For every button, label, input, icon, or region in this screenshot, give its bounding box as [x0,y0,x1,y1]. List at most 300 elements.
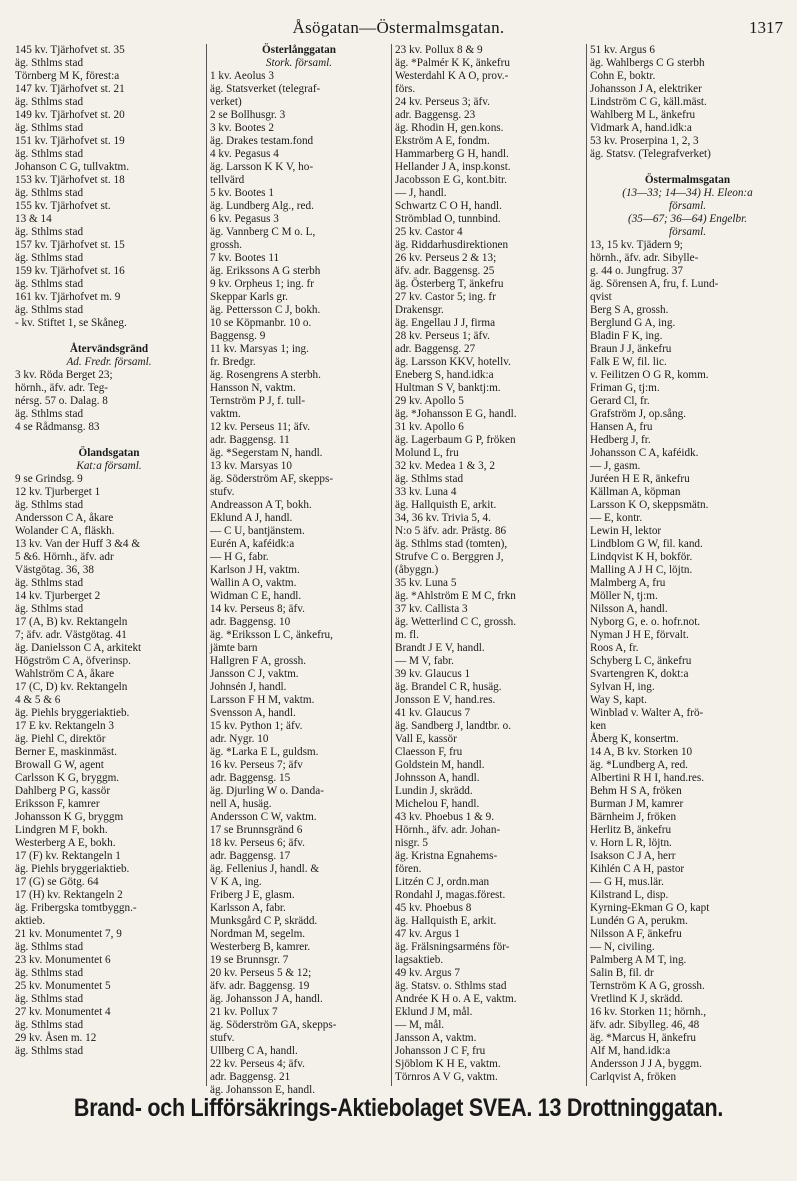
directory-line: 47 kv. Argus 1 [395,928,460,940]
directory-line: Karlsson A, fabr. [210,902,286,914]
directory-line: äg. Statsverket (telegraf- [210,83,321,95]
directory-line: äg. Wetterlind C C, grossh. [395,616,517,628]
directory-line: vaktm. [210,408,241,420]
directory-line: 31 kv. Apollo 6 [395,421,464,433]
directory-line: Eklund A J, handl. [210,512,293,524]
directory-line: Claesson F, fru [395,746,463,758]
directory-line: äg. Brandel C R, husäg. [395,681,502,693]
directory-line: - kv. Stiftet 1, se Skåneg. [15,317,127,329]
directory-line [15,330,203,343]
directory-line: 51 kv. Argus 6 [590,44,655,56]
directory-line: Kilstrand L, disp. [590,889,669,901]
directory-line: Westerdahl K A O, prov.- [395,70,509,82]
directory-line: v. Feilitzen O G R, komm. [590,369,709,381]
directory-line: nell A, husäg. [210,798,272,810]
page-header [0,10,797,40]
directory-line: Falk E W, fil. lic. [590,356,667,368]
directory-line: äg. *Marcus H, änkefru [590,1032,696,1044]
directory-line: äg. Lagerbaum G P, fröken [395,434,516,446]
directory-line: äg. Sthlms stad [15,577,84,589]
directory-line [590,161,785,174]
directory-line: 13, 15 kv. Tjädern 9; [590,239,683,251]
directory-line: Nyman J H E, förvalt. [590,629,689,641]
directory-line: 9 se Grindsg. 9 [15,473,83,485]
directory-line: äg. Erikssons A G sterbh [210,265,321,277]
directory-line: Andreasson A T, bokh. [210,499,312,511]
directory-line: äg. *Eriksson L C, änkefru, [210,629,333,641]
directory-line: Wahlberg M L, änkefru [590,109,696,121]
street-heading: Östermalmsgatan [644,174,731,186]
directory-line: Behm H S A, fröken [590,785,682,797]
directory-line: nérsg. 57 o. Dalag. 8 [15,395,108,407]
directory-line: Berner E, maskinmäst. [15,746,117,758]
directory-line: m. fl. [395,629,419,641]
directory-line: 17 (G) se Götg. 64 [15,876,99,888]
directory-line: Friberg J E, glasm. [210,889,295,901]
directory-line: 7; äfv. adr. Västgötag. 41 [15,629,127,641]
directory-line: Kihlén C A H, pastor [590,863,685,875]
directory-line: 23 kv. Monumentet 6 [15,954,111,966]
directory-line: äg. Sthlms stad [15,499,84,511]
parish-subheading: församl. [669,200,706,212]
directory-line: äg. Sthlms stad [15,278,84,290]
directory-line: Wallin A O, vaktm. [210,577,297,589]
directory-line: stufv. [210,486,235,498]
directory-line: Johansson K G, bryggm [15,811,124,823]
directory-line: äfv. adr. Baggensg. 25 [395,265,495,277]
directory-line: Hultman S V, banktj:m. [395,382,501,394]
directory-line: Sjöblom K H E, vaktm. [395,1058,501,1070]
directory-line: 4 & 5 & 6 [15,694,61,706]
directory-line: verket) [210,96,242,108]
directory-line: äg. Sthlms stad [15,122,84,134]
directory-line: stufv. [210,1032,235,1044]
directory-line: Svartengren K, dokt:a [590,668,689,680]
directory-line: 17 (F) kv. Rektangeln 1 [15,850,121,862]
directory-line: Andersson C W, vaktm. [210,811,317,823]
directory-line: Wahlström C A, åkare [15,668,115,680]
directory-line: 25 kv. Monumentet 5 [15,980,111,992]
directory-line: adr. Baggensg. 10 [210,616,291,628]
directory-line: äg. Sthlms stad [15,941,84,953]
directory-line: Svensson A, handl. [210,707,296,719]
directory-line: Andersson J J A, byggm. [590,1058,702,1070]
directory-line: 10 se Köpmanbr. 10 o. [210,317,312,329]
directory-line: 33 kv. Luna 4 [395,486,457,498]
directory-line: äg. Lundberg Alg., red. [210,200,314,212]
directory-line: Carlqvist A, fröken [590,1071,677,1083]
directory-line: 17 se Brunnsgränd 6 [210,824,303,836]
directory-line: 157 kv. Tjärhofvet st. 15 [15,239,125,251]
directory-line: adr. Baggensg. 15 [210,772,291,784]
directory-line: äg. Statsv. o. Sthlms stad [395,980,507,992]
directory-line: 149 kv. Tjärhofvet st. 20 [15,109,125,121]
directory-line: 24 kv. Perseus 3; äfv. [395,96,490,108]
directory-line: äg. Kristna Egnahems- [395,850,498,862]
directory-line: Isakson C J A, herr [590,850,676,862]
directory-line: Way S, kapt. [590,694,647,706]
directory-line: Eneberg S, hand.idk:a [395,369,494,381]
parish-subheading: Ad. Fredr. församl. [66,356,152,368]
directory-line: 12 kv. Tjurberget 1 [15,486,101,498]
directory-line: Vall E, kassör [395,733,457,745]
directory-line: fören. [395,863,422,875]
directory-line: äg. Sthlms stad [15,603,84,615]
directory-line: äg. Johansson E, handl. [210,1084,316,1096]
directory-line: 2 se Bollhusgr. 3 [210,109,286,121]
directory-line: Berg S A, grossh. [590,304,669,316]
directory-line: Molund L, fru [395,447,459,459]
directory-line: Westerberg A E, bokh. [15,837,116,849]
directory-line: äg. Sthlms stad [15,1019,84,1031]
directory-line: äg. *Segerstam N, handl. [210,447,323,459]
directory-line: Gerard Cl, fr. [590,395,650,407]
directory-line: 4 se Rådmansg. 83 [15,421,100,433]
directory-line: Hammarberg G H, handl. [395,148,509,160]
directory-line: 21 kv. Pollux 7 [210,1006,278,1018]
directory-line: — C U, bantjänstem. [210,525,305,537]
directory-line: Eklund J M, mål. [395,1006,473,1018]
parish-subheading: församl. [669,226,706,238]
directory-line: Cohn E, boktr. [590,70,656,82]
directory-line: 45 kv. Phoebus 8 [395,902,472,914]
directory-line: äg. Djurling W o. Danda- [210,785,324,797]
directory-line: 20 kv. Perseus 5 & 12; [210,967,312,979]
directory-line: — G H, mus.lär. [590,876,664,888]
directory-line: 5 &6. Hörnh., äfv. adr [15,551,114,563]
directory-line: Palmberg A M T, ing. [590,954,687,966]
directory-line: Eriksson F, kamrer [15,798,100,810]
directory-line: Törnberg M K, förest:a [15,70,120,82]
directory-line: Johansson J C F, fru [395,1045,486,1057]
directory-line: 4 kv. Pegasus 4 [210,148,279,160]
directory-line: äg. *Lundberg A, red. [590,759,688,771]
directory-line: 14 kv. Perseus 8; äfv. [210,603,305,615]
directory-line: Jonsson E V, hand.res. [395,694,496,706]
directory-line: Eurén A, kaféidk:a [210,538,295,550]
directory-line: 147 kv. Tjärhofvet st. 21 [15,83,125,95]
directory-line: äg. Söderström GA, skepps- [210,1019,337,1031]
directory-line: äg. Rhodin H, gen.kons. [395,122,504,134]
directory-line: 18 kv. Perseus 6; äfv. [210,837,305,849]
directory-line: 41 kv. Glaucus 7 [395,707,471,719]
directory-line: Juréen H E R, änkefru [590,473,690,485]
directory-line: Schyberg L C, änkefru [590,655,692,667]
directory-line: Munksgård C P, skrädd. [210,915,318,927]
directory-line: 7 kv. Bootes 11 [210,252,280,264]
directory-line: äg. Sthlms stad [15,252,84,264]
directory-line: äg. Johansson J A, handl. [210,993,323,1005]
directory-line: Lindström C G, käll.mäst. [590,96,707,108]
directory-line: 6 kv. Pegasus 3 [210,213,279,225]
directory-line: adr. Baggensg. 17 [210,850,291,862]
directory-line: äg. Sthlms stad [15,993,84,1005]
directory-line: adr. Baggensg. 27 [395,343,476,355]
directory-line: Hellander J A, insp.konst. [395,161,511,173]
directory-line: Skeppar Karls gr. [210,291,288,303]
directory-line: Wolander C A, fläskh. [15,525,115,537]
directory-line: 153 kv. Tjärhofvet st. 18 [15,174,125,186]
directory-line: 43 kv. Phoebus 1 & 9. [395,811,495,823]
directory-line: 14 A, B kv. Storken 10 [590,746,693,758]
directory-line: Ullberg C A, handl. [210,1045,298,1057]
directory-line: 29 kv. Åsen m. 12 [15,1032,97,1044]
directory-line: — J, handl. [395,187,447,199]
directory-line: äg. Sthlms stad [15,57,84,69]
directory-line: Lundén G A, perukm. [590,915,688,927]
directory-line: 19 se Brunnsgr. 7 [210,954,289,966]
directory-line: hörnh., äfv. adr. Sibylle- [590,252,699,264]
directory-line: Hallgren F A, grossh. [210,655,307,667]
directory-line: äg. *Johansson E G, handl. [395,408,517,420]
directory-line: (åbyggn.) [395,564,439,576]
directory-line: Goldstein M, handl. [395,759,485,771]
directory-line: äg. Sthlms stad [15,1045,84,1057]
directory-line: Widman C E, handl. [210,590,302,602]
directory-line: äg. Sthlms stad [15,148,84,160]
directory-line: äg. Riddarhusdirektionen [395,239,509,251]
directory-line: Hansson N, vaktm. [210,382,296,394]
directory-line: Johnsén J, handl. [210,681,287,693]
directory-line: Salin B, fil. dr [590,967,654,979]
directory-line: Baggensg. 9 [210,330,266,342]
directory-line: 16 kv. Storken 11; hörnh., [590,1006,707,1018]
directory-line: hörnh., äfv. adr. Teg- [15,382,109,394]
directory-line: äg. Hallquisth E, arkit. [395,915,497,927]
advertisement-footer: Brand- och Lifförsäkrings-Aktiebolaget SVEA. 13 Drottninggatan. [73,1094,724,1122]
directory-line: Bladin F K, ing. [590,330,663,342]
directory-line: 23 kv. Pollux 8 & 9 [395,44,483,56]
directory-line: Nyborg G, e. o. hofr.not. [590,616,701,628]
directory-line: Johnsson A, handl. [395,772,480,784]
directory-line: 35 kv. Luna 5 [395,577,457,589]
directory-line: Winblad v. Walter A, frö- [590,707,704,719]
column-4 [586,44,788,1086]
directory-line: äg. Sthlms stad [15,96,84,108]
directory-line: 13 kv. Marsyas 10 [210,460,292,472]
directory-line: äg. Pettersson C J, bokh. [210,304,321,316]
directory-line: Lindqvist K H, bokför. [590,551,693,563]
directory-line: äg. Sthlms stad [15,226,84,238]
directory-line: 3 kv. Bootes 2 [210,122,274,134]
directory-line: Törnros A V G, vaktm. [395,1071,498,1083]
directory-line: äg. Vannberg C M o. L, [210,226,316,238]
directory-line: äg. Piehls bryggeriaktieb. [15,863,130,875]
directory-line: Westerberg B, kamrer. [210,941,311,953]
directory-line: 34, 36 kv. Trivia 5, 4. [395,512,491,524]
directory-line: 1 kv. Aeolus 3 [210,70,274,82]
street-heading: Österlånggatan [262,44,336,56]
directory-line: ken [590,720,607,732]
directory-line: Carlsson K G, bryggm. [15,772,120,784]
directory-line: äg. Larsson K K V, ho- [210,161,314,173]
directory-line: äg. Wahlbergs C G sterbh [590,57,705,69]
directory-line: Malmberg A, fru [590,577,666,589]
directory-line: 28 kv. Perseus 1; äfv. [395,330,490,342]
directory-line: 159 kv. Tjärhofvet st. 16 [15,265,125,277]
directory-line: 15 kv. Python 1; äfv. [210,720,303,732]
directory-line: aktieb. [15,915,46,927]
directory-line: äg. Drakes testam.fond [210,135,314,147]
directory-line: 12 kv. Perseus 11; äfv. [210,421,311,433]
directory-line: g. 44 o. Jungfrug. 37 [590,265,683,277]
directory-line: Roos A, fr. [590,642,639,654]
directory-line: v. Horn L R, löjtn. [590,837,672,849]
directory-line: äg. Fribergska tomtbyggn.- [15,902,137,914]
directory-line: Burman J M, kamrer [590,798,684,810]
directory-line [15,434,203,447]
directory-line: — M, mål. [395,1019,445,1031]
directory-line: Nilsson A F, änkefru [590,928,682,940]
directory-line: äg. Sthlms stad [15,304,84,316]
directory-line: Lewin H, lektor [590,525,662,537]
directory-line: äfv. adr. Baggensg. 19 [210,980,310,992]
directory-line: 11 kv. Marsyas 1; ing. [210,343,309,355]
directory-line: Ternström K A G, grossh. [590,980,705,992]
directory-line: jämte barn [210,642,258,654]
directory-line: äg. Statsv. (Telegrafverket) [590,148,711,160]
directory-line: förs. [395,83,416,95]
directory-line: Ternström P J, f. tull- [210,395,306,407]
directory-line: adr. Baggensg. 21 [210,1071,291,1083]
directory-line: — J, gasm. [590,460,641,472]
page-title: Åsögatan—Östermalmsgatan. [292,18,505,37]
directory-line: 53 kv. Proserpina 1, 2, 3 [590,135,699,147]
directory-line: 39 kv. Glaucus 1 [395,668,471,680]
directory-line: Larsson K O, skeppsmätn. [590,499,709,511]
directory-line: Johansson C A, kaféidk. [590,447,699,459]
parish-subheading: Stork. församl. [265,57,333,69]
directory-line: 27 kv. Castor 5; ing. fr [395,291,496,303]
directory-line: Sylvan H, ing. [590,681,655,693]
directory-line: — H G, fabr. [210,551,269,563]
column-2 [206,44,391,1096]
directory-line: Möller N, tj:m. [590,590,658,602]
directory-line: 5 kv. Bootes 1 [210,187,274,199]
directory-line: 17 (A, B) kv. Rektangeln [15,616,128,628]
directory-line: adr. Nygr. 10 [210,733,269,745]
directory-line: äg. Hallquisth E, arkit. [395,499,497,511]
directory-line: Litzén C J, ordn.man [395,876,490,888]
directory-line: äg. Österberg T, änkefru [395,278,504,290]
directory-line: V K A, ing. [210,876,262,888]
directory-line: Ekström A E, fondm. [395,135,490,147]
directory-line: Högström C A, öfverinsp. [15,655,131,667]
directory-line: Hedberg J, fr. [590,434,651,446]
directory-line: 21 kv. Monumentet 7, 9 [15,928,122,940]
directory-line: Jansson C J, vaktm. [210,668,299,680]
directory-line: 29 kv. Apollo 5 [395,395,464,407]
directory-line: Strufve C o. Berggren J, [395,551,504,563]
directory-line: grossh. [210,239,243,251]
directory-line: Hansen A, fru [590,421,653,433]
directory-line: äg. Piehls bryggeriaktieb. [15,707,130,719]
directory-line: 151 kv. Tjärhofvet st. 19 [15,135,125,147]
directory-line: Åberg K, konsertm. [590,733,679,745]
directory-line: — N, civiling. [590,941,655,953]
directory-line: Braun J J, änkefru [590,343,672,355]
directory-line: äg. Engellau J J, firma [395,317,496,329]
directory-line: nisgr. 5 [395,837,428,849]
directory-line: Vretlind K J, skrädd. [590,993,683,1005]
directory-line: Browall G W, agent [15,759,104,771]
directory-line: Dahlberg P G, kassör [15,785,111,797]
directory-line: Friman G, tj:m. [590,382,660,394]
directory-line: Nilsson A, handl. [590,603,668,615]
directory-line: Michelou F, handl. [395,798,480,810]
directory-line: äg. Piehl C, direktör [15,733,106,745]
directory-line: äg. *Larka E L, guldsm. [210,746,319,758]
directory-line: Schwartz C O H, handl. [395,200,502,212]
parish-subheading: (35—67; 36—64) Engelbr. [627,213,747,225]
directory-line: Albertini R H I, hand.res. [590,772,705,784]
directory-line: Johanson C G, tullvaktm. [15,161,130,173]
directory-line: lagsaktieb. [395,954,444,966]
directory-line: Andersson C A, åkare [15,512,114,524]
directory-line: 155 kv. Tjärhofvet st. [15,200,111,212]
directory-line: tellvärd [210,174,245,186]
directory-line: — M V, fabr. [395,655,454,667]
directory-line: 26 kv. Perseus 2 & 13; [395,252,497,264]
directory-line: Herlitz B, änkefru [590,824,672,836]
directory-line: 17 (H) kv. Rektangeln 2 [15,889,123,901]
directory-line: äg. Sthlms stad [15,967,84,979]
directory-line: 17 E kv. Rektangeln 3 [15,720,115,732]
directory-line: Karlson J H, vaktm. [210,564,300,576]
directory-line: Grafström J, op.sång. [590,408,687,420]
directory-line: 22 kv. Perseus 4; äfv. [210,1058,305,1070]
directory-line: 9 kv. Orpheus 1; ing. fr [210,278,314,290]
directory-line: Nordman M, segelm. [210,928,306,940]
directory-line: adr. Baggensg. 23 [395,109,476,121]
directory-line: äg. Söderström AF, skepps- [210,473,334,485]
directory-line: äg. *Palmér K K, änkefru [395,57,510,69]
directory-line: äfv. adr. Sibylleg. 46, 48 [590,1019,700,1031]
directory-line: äg. Fellenius J, handl. & [210,863,320,875]
directory-line: N:o 5 äfv. adr. Prästg. 86 [395,525,507,537]
column-1 [12,44,206,1086]
directory-line: 145 kv. Tjärhofvet st. 35 [15,44,125,56]
directory-line: äg. Sthlms stad [15,408,84,420]
directory-line: 16 kv. Perseus 7; äfv [210,759,303,771]
parish-subheading: (13—33; 14—34) H. Eleon:a [622,187,753,199]
directory-line: Västgötag. 36, 38 [15,564,94,576]
directory-line: Rondahl J, magas.förest. [395,889,506,901]
directory-line: qvist [590,291,612,303]
directory-line: 32 kv. Medea 1 & 3, 2 [395,460,495,472]
directory-line: Vidmark A, hand.idk:a [590,122,692,134]
directory-line: Kyrning-Ekman G O, kapt [590,902,710,914]
directory-columns [12,44,788,1096]
directory-line: adr. Baggensg. 11 [210,434,290,446]
directory-line: Källman A, köpman [590,486,681,498]
directory-line: Jansson A, vaktm. [395,1032,477,1044]
directory-line: Jacobsson E G, kont.bitr. [395,174,507,186]
directory-line: Lundin J, skrädd. [395,785,473,797]
directory-line: 3 kv. Röda Berget 23; [15,369,113,381]
column-3 [391,44,586,1086]
directory-line: 37 kv. Callista 3 [395,603,468,615]
directory-line: äg. Sörensen A, fru, f. Lund- [590,278,719,290]
directory-line: 49 kv. Argus 7 [395,967,460,979]
street-heading: Återvändsgränd [69,343,149,355]
directory-line: Johansson J A, elektriker [590,83,702,95]
directory-line: fr. Bredgr. [210,356,256,368]
directory-line: äg. Sthlms stad [15,187,84,199]
directory-line: Malling A J H C, löjtn. [590,564,693,576]
directory-line: äg. Sandberg J, landtbr. o. [395,720,512,732]
directory-line: Bärnheim J, fröken [590,811,677,823]
